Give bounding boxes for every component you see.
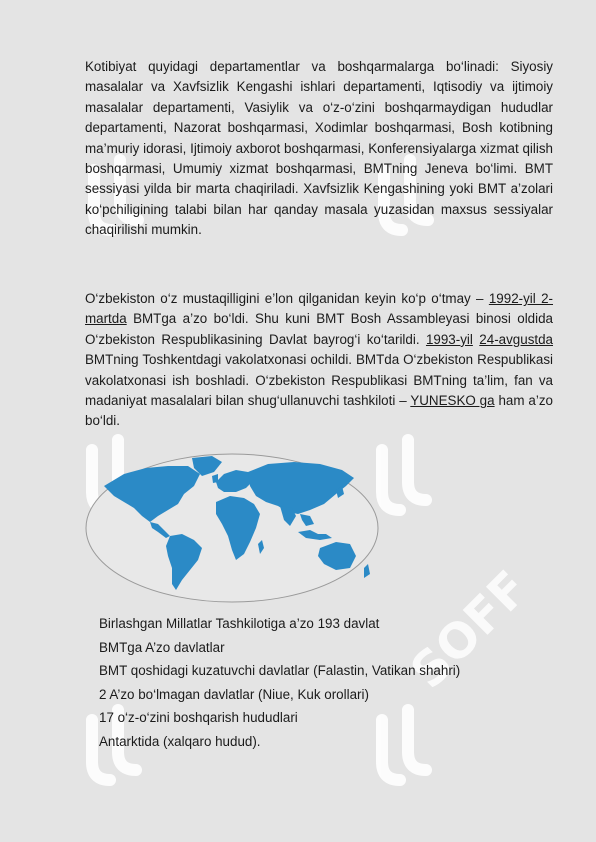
legend-item: 2 A’zo bo‘lmagan davlatlar (Niue, Kuk orollari) <box>99 686 369 702</box>
legend-item: Antarktida (xalqaro hudud). <box>99 733 261 749</box>
unesco-link[interactable]: YUNESKO ga <box>410 393 495 409</box>
watermark-logo-icon <box>368 430 448 520</box>
un-member-states-world-map <box>84 452 380 604</box>
paragraph-secretariat: Kotibiyat quyidagi departamentlar va boshqarmalarga bo‘linadi: Siyosiy masalalar va Xavfsizlik Kengashi ishlari departamenti, Iqtisodiy va ijtimoiy masalalar departamenti, Vasiylik va o‘z-o‘zini boshqarmaydigan hududlar departamenti, Nazorat boshqarmasi, Xodimlar boshqarmasi, Bosh kotibning ma’muriy idorasi, Ijtimoiy axborot boshqarmasi, Konferensiyalarga xizmat qilish boshqarmasi, Umumiy xizmat boshqarmasi, BMTning Jeneva bo‘limi. BMT sessiyasi yilda bir marta chaqiriladi. Xavfsizlik Kengashining yoki BMT a’zolari ko‘pchiligining talabi bilan har qanday masala yuzasidan maxsus sessiyalar chaqirilishi mumkin. <box>85 59 553 238</box>
date-link-24-august[interactable]: 24-avgustda <box>479 331 553 347</box>
legend-item: BMTga A’zo davlatlar <box>99 639 225 655</box>
legend-item: Birlashgan Millatlar Tashkilotiga a’zo 193 davlat <box>99 616 380 631</box>
paragraph-uzbekistan-un: O‘zbekiston o‘z mustaqilligini e’lon qilganidan keyin ko‘p o‘tmay – 1992-yil 2-martda BMTga a’zo bo‘ldi. Shu kuni BMT Bosh Assambleyasi binosi oldida O‘zbekiston Respublikasining Davlat bayrog‘i ko‘tarildi. 1993-yil 24-avgustda BMTning Toshkentdagi vakolatxonasi ochildi. BMTda O‘zbekiston Respublikasi vakolatxonasi ish boshladi. O‘zbekiston Respublikasi BMTning ta’lim, fan va madaniyat masalalari bilan shug‘ullanuvchi tashkiloti – YUNESKO ga ham a’zo bo‘ldi. <box>85 291 553 429</box>
watermark-text: SOFF <box>400 560 540 700</box>
map-legend <box>99 612 460 753</box>
date-link-1992[interactable]: 1992-yil 2-martda <box>85 291 553 327</box>
legend-item: 17 o‘z-o‘zini boshqarish hududlari <box>99 710 298 725</box>
legend-item: BMT qoshidagi kuzatuvchi davlatlar (Falastin, Vatikan shahri) <box>99 663 461 678</box>
year-link-1993[interactable]: 1993-yil <box>425 331 473 347</box>
